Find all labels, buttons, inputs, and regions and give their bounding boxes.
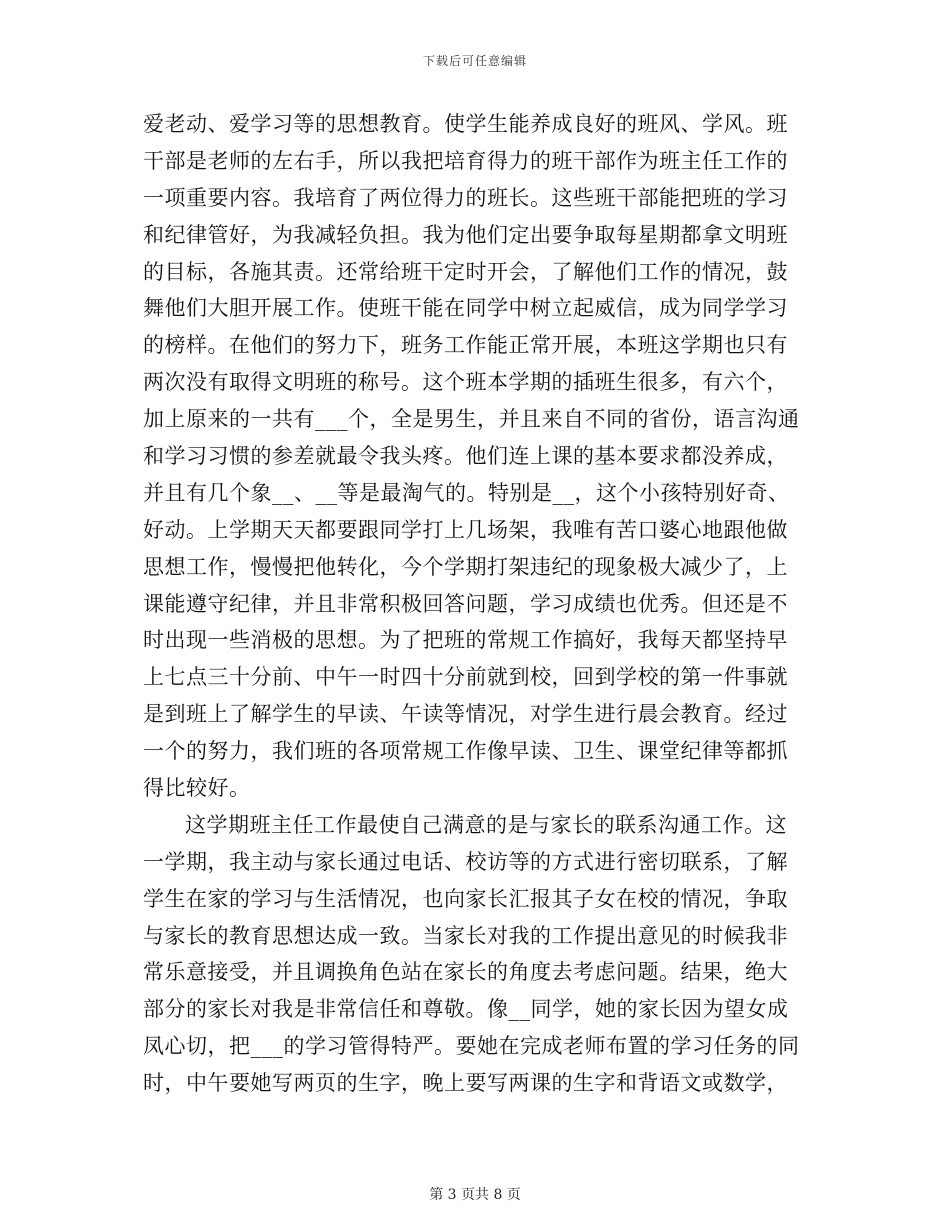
text-line: 并且有几个象__、__等是最淘气的。特别是__，这个小孩特别好奇、 [143, 480, 790, 505]
text-line: 一项重要内容。我培育了两位得力的班长。这些班干部能把班的学习 [143, 185, 788, 210]
text-line: 爱老动、爱学习等的思想教育。使学生能养成良好的班风、学风。班 [143, 112, 788, 136]
text-line: 和纪律管好，为我减轻负担。我为他们定出要争取每星期都拿文明班 [143, 222, 788, 247]
text-line: 思想工作，慢慢把他转化，今个学期打架违纪的现象极大减少了，上 [143, 554, 788, 579]
text-line: 上七点三十分前、中午一时四十分前就到校，回到学校的第一件事就 [143, 665, 788, 690]
text-line: 凤心切，把___的学习管得特严。要她在完成老师布置的学习任务的同 [143, 1034, 800, 1059]
page-header: 下载后可任意编辑 [422, 54, 527, 68]
text-line: 一个的努力，我们班的各项常规工作像早读、卫生、课堂纪律等都抓 [143, 739, 788, 764]
text-line: 加上原来的一共有___个，全是男生，并且来自不同的省份，语言沟通 [143, 407, 800, 432]
text-line: 与家长的教育思想达成一致。当家长对我的工作提出意见的时候我非 [143, 923, 788, 948]
text-line: 好动。上学期天天都要跟同学打上几场架，我唯有苦口婆心地跟他做 [143, 517, 788, 542]
text-line: 舞他们大胆开展工作。使班干能在同学中树立起威信，成为同学学习 [143, 296, 788, 321]
text-line: 常乐意接受，并且调换角色站在家长的角度去考虑问题。结果，绝大 [143, 960, 788, 985]
document-body [143, 106, 807, 1102]
page-number: 第 3 页共 8 页 [429, 1187, 521, 1203]
text-line: 时，中午要她写两页的生字，晚上要写两课的生字和背语文或数学， [143, 1071, 788, 1096]
text-line: 课能遵守纪律，并且非常积极回答问题，学习成绩也优秀。但还是不 [143, 591, 788, 616]
text-line: 是到班上了解学生的早读、午读等情况，对学生进行晨会教育。经过 [143, 702, 788, 727]
text-line: 时出现一些消极的思想。为了把班的常规工作搞好，我每天都坚持早 [143, 628, 788, 653]
text-line: 的目标，各施其责。还常给班干定时开会，了解他们工作的情况，鼓 [143, 259, 788, 284]
text-line: 的榜样。在他们的努力下，班务工作能正常开展，本班这学期也只有 [143, 333, 788, 358]
text-line: 干部是老师的左右手，所以我把培育得力的班干部作为班主任工作的 [143, 148, 788, 173]
text-line: 和学习习惯的参差就最令我头疼。他们连上课的基本要求都没养成， [143, 444, 788, 469]
text-line: 得比较好。 [143, 776, 251, 801]
paragraph-first-line: 这学期班主任工作最使自己满意的是与家长的联系沟通工作。这 [185, 812, 787, 837]
text-line: 学生在家的学习与生活情况，也向家长汇报其子女在校的情况，争取 [143, 886, 788, 911]
text-line: 部分的家长对我是非常信任和尊敬。像__同学，她的家长因为望女成 [143, 997, 789, 1022]
text-line: 两次没有取得文明班的称号。这个班本学期的插班生很多，有六个， [143, 370, 788, 395]
text-line: 一学期，我主动与家长通过电话、校访等的方式进行密切联系，了解 [143, 849, 788, 874]
